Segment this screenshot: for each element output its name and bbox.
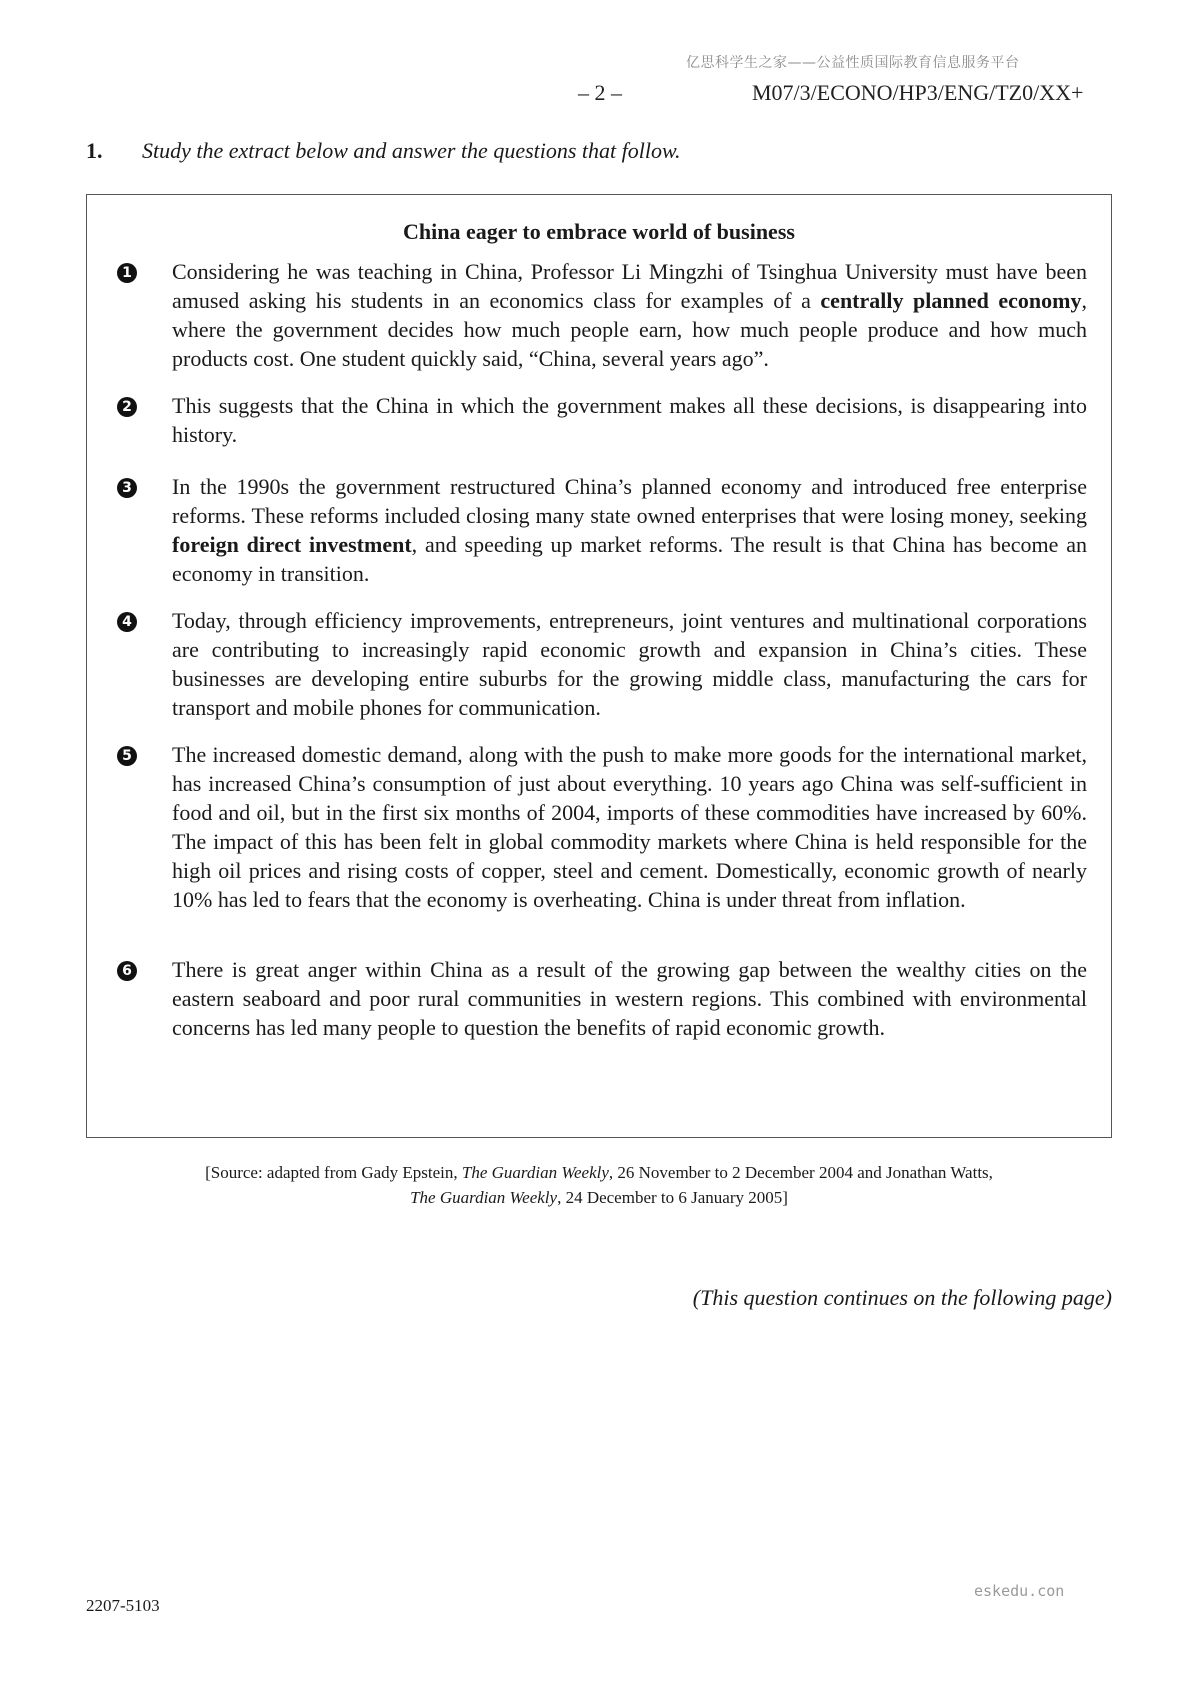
paragraph-5: The increased domestic demand, along with the push to make more goods for the international market, has increased China’s consumption of just about everything. 10 years ago China was self-sufficient in food and oil, but in the first six months of 2004, imports of these commodities have increased by 60%. The impact of this has been felt in global commodity markets where China is held responsible for the high oil prices and rising costs of copper, steel and cement. Domestically, economic growth of nearly 10% has led to fears that the economy is overheating. China is under threat from inflation. xyxy=(172,742,1087,912)
paragraph-6: There is great anger within China as a result of the growing gap between the wealthy cities on the eastern seaboard and poor rural communities in western regions. This combined with environmental concerns has led many people to question the benefits of rapid economic growth. xyxy=(172,957,1087,1040)
page-number: – 2 – xyxy=(578,80,622,105)
extract-title: China eager to embrace world of business xyxy=(403,219,795,244)
question-header xyxy=(86,138,681,164)
paragraph-marker-2: 2 xyxy=(117,397,137,417)
paragraph-marker-4: 4 xyxy=(117,612,137,632)
exam-code: M07/3/ECONO/HP3/ENG/TZ0/XX+ xyxy=(752,80,1084,105)
extract-box xyxy=(86,194,1112,1138)
key-term: centrally planned economy xyxy=(820,288,1082,313)
continues-note: (This question continues on the following page) xyxy=(692,1285,1112,1310)
question-instruction: Study the extract below and answer the questions that follow. xyxy=(142,138,681,163)
paragraph-marker-5: 5 xyxy=(117,746,137,766)
paragraph-3: In the 1990s the government restructured China’s planned economy and introduced free enterprise reforms. These reforms included closing many state owned enterprises that were losing money, seeking foreign direct investment, and speeding up market reforms. The result is that China has become an economy in transition. xyxy=(172,474,1088,586)
paragraph-4: Today, through efficiency improvements, entrepreneurs, joint ventures and multinational corporations are contributing to increasingly rapid economic growth and expansion in China’s cities. These businesses are developing entire suburbs for the growing middle class, manufacturing the cars for transport and mobile phones for communication. xyxy=(172,608,1087,720)
footer-site: eskedu.con xyxy=(974,1582,1065,1600)
paragraph-1: Considering he was teaching in China, Professor Li Mingzhi of Tsinghua University must have been amused asking his students in an economics class for examples of a centrally planned economy, where the government decides how much people earn, how much people produce and how much products cost. One student quickly said, “China, several years ago”. xyxy=(172,259,1087,371)
source-citation: [Source: adapted from Gady Epstein, The Guardian Weekly, 26 November to 2 December 2004 and Jonathan Watts, The Guardian Weekly, 24 December to 6 January 2005] xyxy=(205,1163,993,1207)
paragraph-2: This suggests that the China in which the government makes all these decisions, is disappearing into history. xyxy=(172,393,1087,447)
paragraph-marker-1: 1 xyxy=(117,263,137,283)
paragraph-marker-3: 3 xyxy=(117,478,137,498)
watermark: 亿思科学生之家——公益性质国际教育信息服务平台 xyxy=(686,55,1020,71)
key-term: foreign direct investment xyxy=(172,532,412,557)
paragraph-marker-6: 6 xyxy=(117,961,137,981)
question-number: 1. xyxy=(86,138,103,163)
footer-code: 2207-5103 xyxy=(86,1596,160,1615)
